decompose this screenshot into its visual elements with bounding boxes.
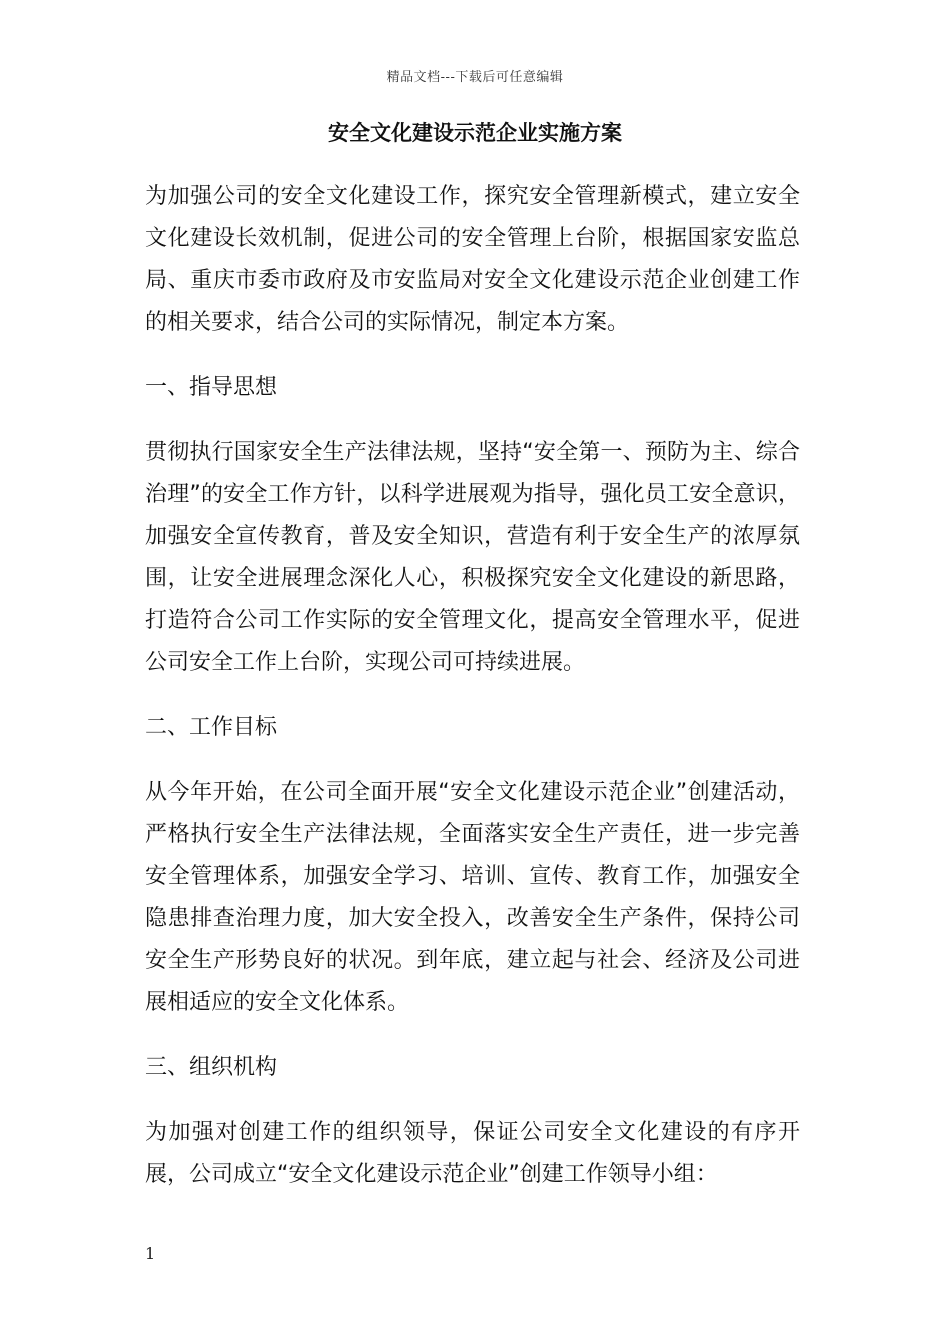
section-body-guiding-ideology: 贯彻执行国家安全生产法律法规，坚持“安全第一、预防为主、综合治理”的安全工作方针，以科学进展观为指导，强化员工安全意识，加强安全宣传教育，普及安全知识，营造有利于安全生产的浓厚氛围，让安全进展理念深化人心，积极探究安全文化建设的新思路，打造符合公司工作实际的安全管理文化，提高安全管理水平，促进公司安全工作上台阶，实现公司可持续进展。	[145, 440, 800, 675]
section-heading-organization: 三、组织机构	[145, 1055, 278, 1080]
document-body	[145, 176, 800, 1196]
intro-paragraph: 为加强公司的安全文化建设工作，探究安全管理新模式，建立安全文化建设长效机制，促进公司的安全管理上台阶，根据国家安监总局、重庆市委市政府及市安监局对安全文化建设示范企业创建工作的相关要求，结合公司的实际情况，制定本方案。	[145, 184, 800, 335]
page-header: 精品文档---下载后可任意编辑	[386, 70, 564, 85]
section-heading-guiding-ideology: 一、指导思想	[145, 375, 278, 400]
page-number: 1	[145, 1244, 156, 1263]
section-heading-work-goals: 二、工作目标	[145, 715, 278, 740]
section-body-work-goals: 从今年开始，在公司全面开展“安全文化建设示范企业”创建活动，严格执行安全生产法律法规，全面落实安全生产责任，进一步完善安全管理体系，加强安全学习、培训、宣传、教育工作，加强安全隐患排查治理力度，加大安全投入，改善安全生产条件，保持公司安全生产形势良好的状况。到年底，建立起与社会、经济及公司进展相适应的安全文化体系。	[145, 780, 800, 1015]
document-title: 安全文化建设示范企业实施方案	[328, 121, 622, 145]
section-body-organization: 为加强对创建工作的组织领导，保证公司安全文化建设的有序开展，公司成立“安全文化建设示范企业”创建工作领导小组：	[145, 1120, 800, 1187]
